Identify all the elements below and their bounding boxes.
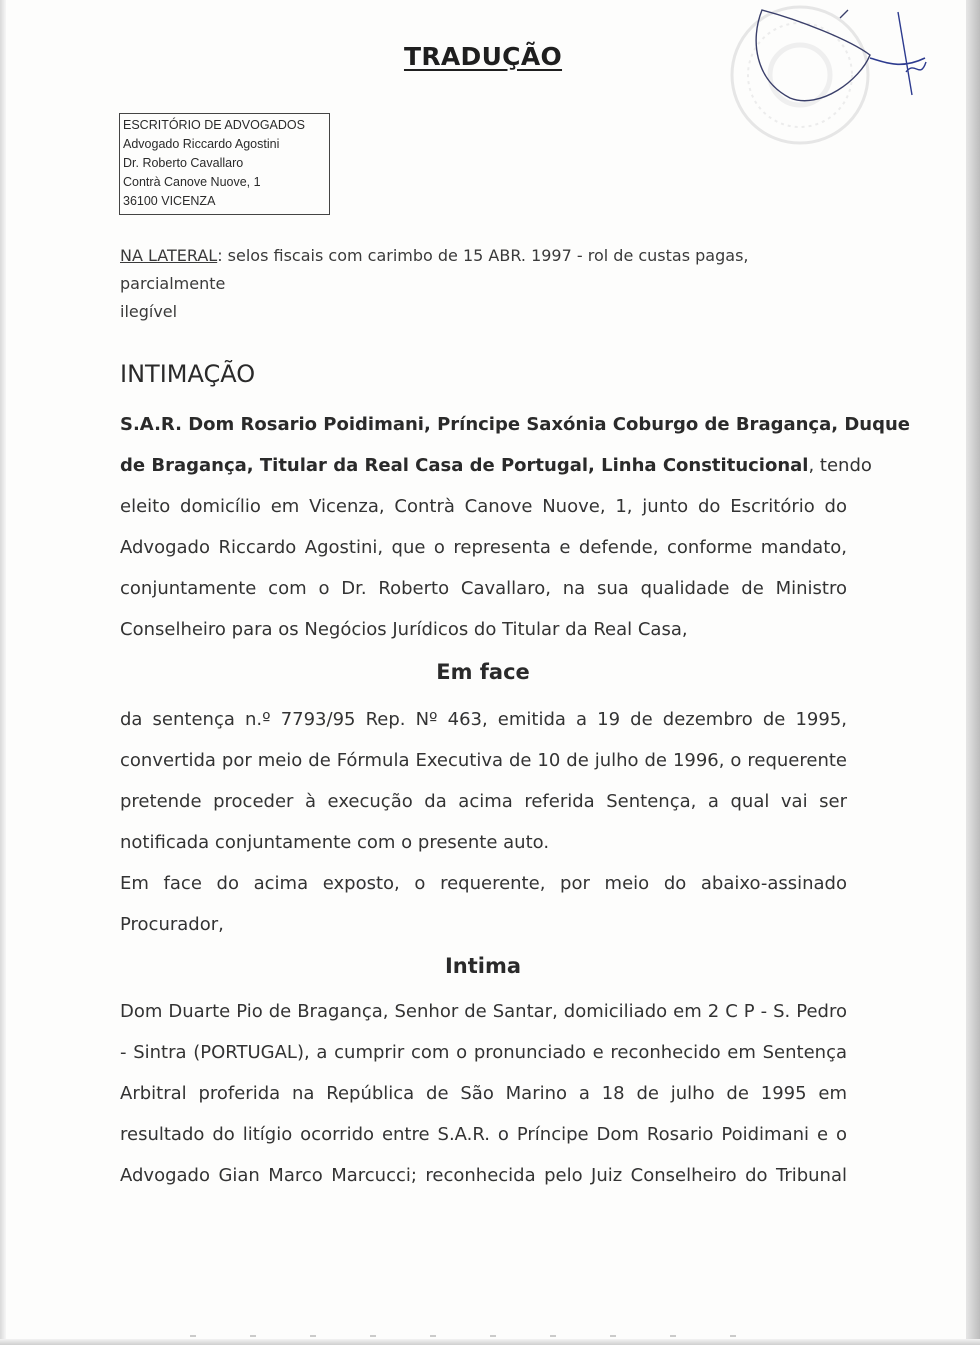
- seal-and-signature: [720, 0, 960, 170]
- subheading-intima: Intima: [444, 954, 522, 978]
- address-line: Contrà Canove Nuove, 1: [123, 175, 261, 189]
- paragraph-3: [120, 863, 847, 945]
- lateral-note: [120, 242, 850, 326]
- scan-bottom-marks: [190, 1335, 790, 1337]
- paragraph-line: [120, 445, 872, 486]
- paragraph-line: Advogado Gian Marco Marcucci; reconhecida pelo Juiz Conselheiro do Tribunal: [120, 1165, 847, 1186]
- paragraph-line: Em face do acima exposto, o requerente, por meio do abaixo-assinado: [120, 873, 847, 894]
- subheading-em-face: Em face: [436, 660, 530, 684]
- paragraph-line: pretende proceder à execução da acima referida Sentença, a qual vai ser: [120, 791, 847, 812]
- letterhead-address-box: [119, 113, 330, 215]
- document-title: TRADUÇÃO: [403, 42, 563, 71]
- paragraph-line: convertida por meio de Fórmula Executiva de 10 de julho de 1996, o requerente: [120, 750, 847, 771]
- lateral-text-2: ilegível: [120, 302, 178, 321]
- paragraph-line: eleito domicílio em Vicenza, Contrà Canove Nuove, 1, junto do Escritório do: [120, 496, 847, 517]
- paragraph-1: [120, 404, 911, 650]
- paragraph-line: S.A.R. Dom Rosario Poidimani, Príncipe Saxónia Coburgo de Bragança, Duque: [120, 414, 911, 435]
- bold-phrase: de Bragança, Titular da Real Casa de Portugal, Linha Constitucional: [120, 455, 809, 476]
- embossed-seal-inner: [748, 23, 852, 127]
- paragraph-line: Dom Duarte Pio de Bragança, Senhor de Santar, domiciliado em 2 C P - S. Pedro: [120, 1001, 847, 1022]
- paragraph-4: [120, 991, 847, 1196]
- paragraph-line: Advogado Riccardo Agostini, que o representa e defende, conforme mandato,: [120, 537, 847, 558]
- paragraph-line: Arbitral proferida na República de São Marino a 18 de julho de 1995 em: [120, 1083, 847, 1104]
- address-line: ESCRITÓRIO DE ADVOGADOS: [123, 118, 305, 132]
- paragraph-line: resultado do litígio ocorrido entre S.A.R. o Príncipe Dom Rosario Poidimani e o: [120, 1124, 847, 1145]
- paragraph-line: notificada conjuntamente com o presente auto.: [120, 832, 550, 853]
- lateral-label: NA LATERAL: [120, 246, 218, 265]
- paragraph-line: da sentença n.º 7793/95 Rep. Nº 463, emitida a 19 de dezembro de 1995,: [120, 709, 847, 730]
- text-fragment: , tendo: [808, 455, 872, 476]
- section-heading: INTIMAÇÃO: [120, 360, 256, 388]
- paragraph-line: conjuntamente com o Dr. Roberto Cavallaro, na sua qualidade de Ministro: [120, 578, 847, 599]
- embossed-seal-outer: [732, 7, 868, 143]
- paragraph-line: Procurador,: [120, 914, 224, 935]
- paragraph-line: - Sintra (PORTUGAL), a cumprir com o pronunciado e reconhecido em Sentença: [120, 1042, 847, 1063]
- address-line: 36100 VICENZA: [123, 194, 216, 208]
- address-line: Advogado Riccardo Agostini: [123, 137, 280, 151]
- paragraph-line: Conselheiro para os Negócios Jurídicos do Titular da Real Casa,: [120, 619, 688, 640]
- signature-tick: [840, 10, 848, 18]
- scan-edge-right: [966, 0, 980, 1345]
- paragraph-2: [120, 699, 847, 863]
- scan-edge-bottom: [0, 1339, 980, 1345]
- lateral-text: : selos fiscais com carimbo de 15 ABR. 1997 - rol de custas pagas, parcialmente: [120, 246, 749, 293]
- address-line: Dr. Roberto Cavallaro: [123, 156, 244, 170]
